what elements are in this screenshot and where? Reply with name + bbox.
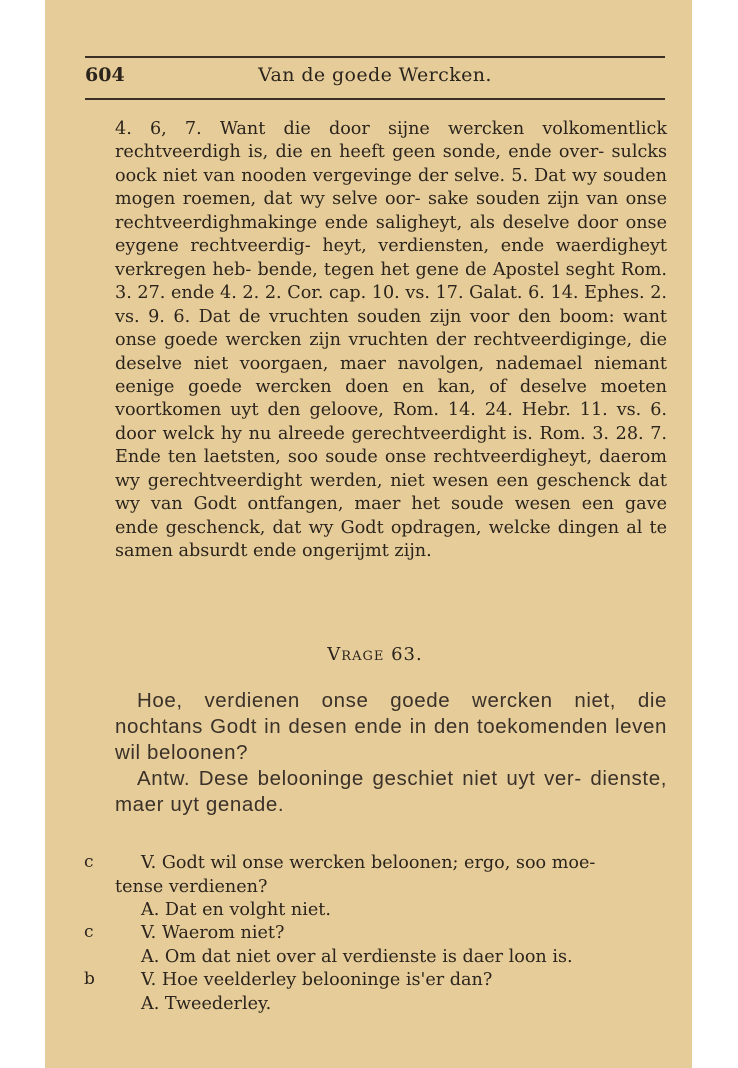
answer-text: Antw. Dese belooninge geschiet niet uyt ver- dienste, maer uyt genade. [115,767,667,816]
question-heading: Vrage 63. [327,644,423,665]
running-title: Van de goede Wercken. [258,64,492,86]
dialogue-line: tense verdienen? [115,877,268,897]
margin-letter: c [84,922,94,942]
body-paragraph [115,118,667,564]
margin-letter: c [84,852,94,872]
body-line: welcke dingen al te samen absurdt ende ongerijmt zijn. [115,517,667,562]
margin-letter: b [84,969,95,989]
body-line: geloove, Rom. 14. 24. Hebr. 11. vs. 6. door welck [115,400,667,444]
dialogue-line: V. Godt wil onse wercken beloonen; ergo, soo moe- [141,853,596,873]
question-block [115,688,667,818]
body-line: rechtveerdigh is, die en heeft geen sonde, ende over- [115,142,612,163]
body-line: Ephes. 2. vs. 9. 6. Dat de vruchten souden zijn voor [115,283,667,327]
dialogue-line: A. Dat en volght niet. [141,900,331,920]
body-line: der rechtveerdiginge, die deselve niet voorgaen, maer [115,330,667,374]
body-line: hy nu alreede gerechtveerdight is. Rom. 3. 28. 7. Ende [115,423,668,468]
body-line: 5. Dat wy souden mogen roemen, dat wy selve oor- [115,165,667,210]
body-line: heyt, verdiensten, ende waerdigheyt verkregen heb- [115,236,667,280]
body-line: wy gerechtveerdight werden, niet wesen een geschenck [115,470,639,491]
body-line: een gave ende geschenck, dat wy Godt opdragen, [115,494,667,538]
body-line: dat wy van Godt ontfangen, maer het soude wesen [115,470,667,515]
page-header [85,64,665,90]
body-line: sake souden zijn van onse rechtveerdighmakinge ende [115,189,667,233]
body-line: ende 4. 2. 2. Cor. cap. 10. vs. 17. Galat. 6. 14. [171,283,585,304]
dialogue-line: A. Om dat niet over al verdienste is daer loon is. [141,947,573,967]
body-line: den boom: want onse goede wercken zijn vruchten [115,306,667,351]
body-line: bende, tegen het gene de Apostel seght Rom. 3. 27. [115,259,668,304]
body-line: sulcks oock niet van nooden vergevinge der selve. [115,142,667,186]
dialogue-line: V. Waerom niet? [141,923,285,943]
dialogue-line: A. Tweederley. [141,994,272,1014]
body-line: saligheyt, als deselve door onse eygene rechtveerdig- [115,212,667,257]
page-number: 604 [85,64,125,86]
header-top-rule [85,56,665,58]
body-line: 4. 6, 7. Want die door sijne wercken volkomentlick [115,119,667,139]
dialogue-line: V. Hoe veelderley belooninge is'er dan? [141,970,493,990]
body-line: navolgen, nademael niemant eenige goede wercken [115,353,667,397]
body-line: doen en kan, of deselve moeten voortkomen uyt den [115,376,667,421]
header-bottom-rule [85,98,665,100]
question-text: Hoe, verdienen onse goede wercken niet, die nochtans Godt in desen ende in den toekomenden leven wil beloonen? [115,689,668,764]
body-line: ten laetsten, soo soude onse rechtveerdigheyt, daerom [167,447,667,468]
